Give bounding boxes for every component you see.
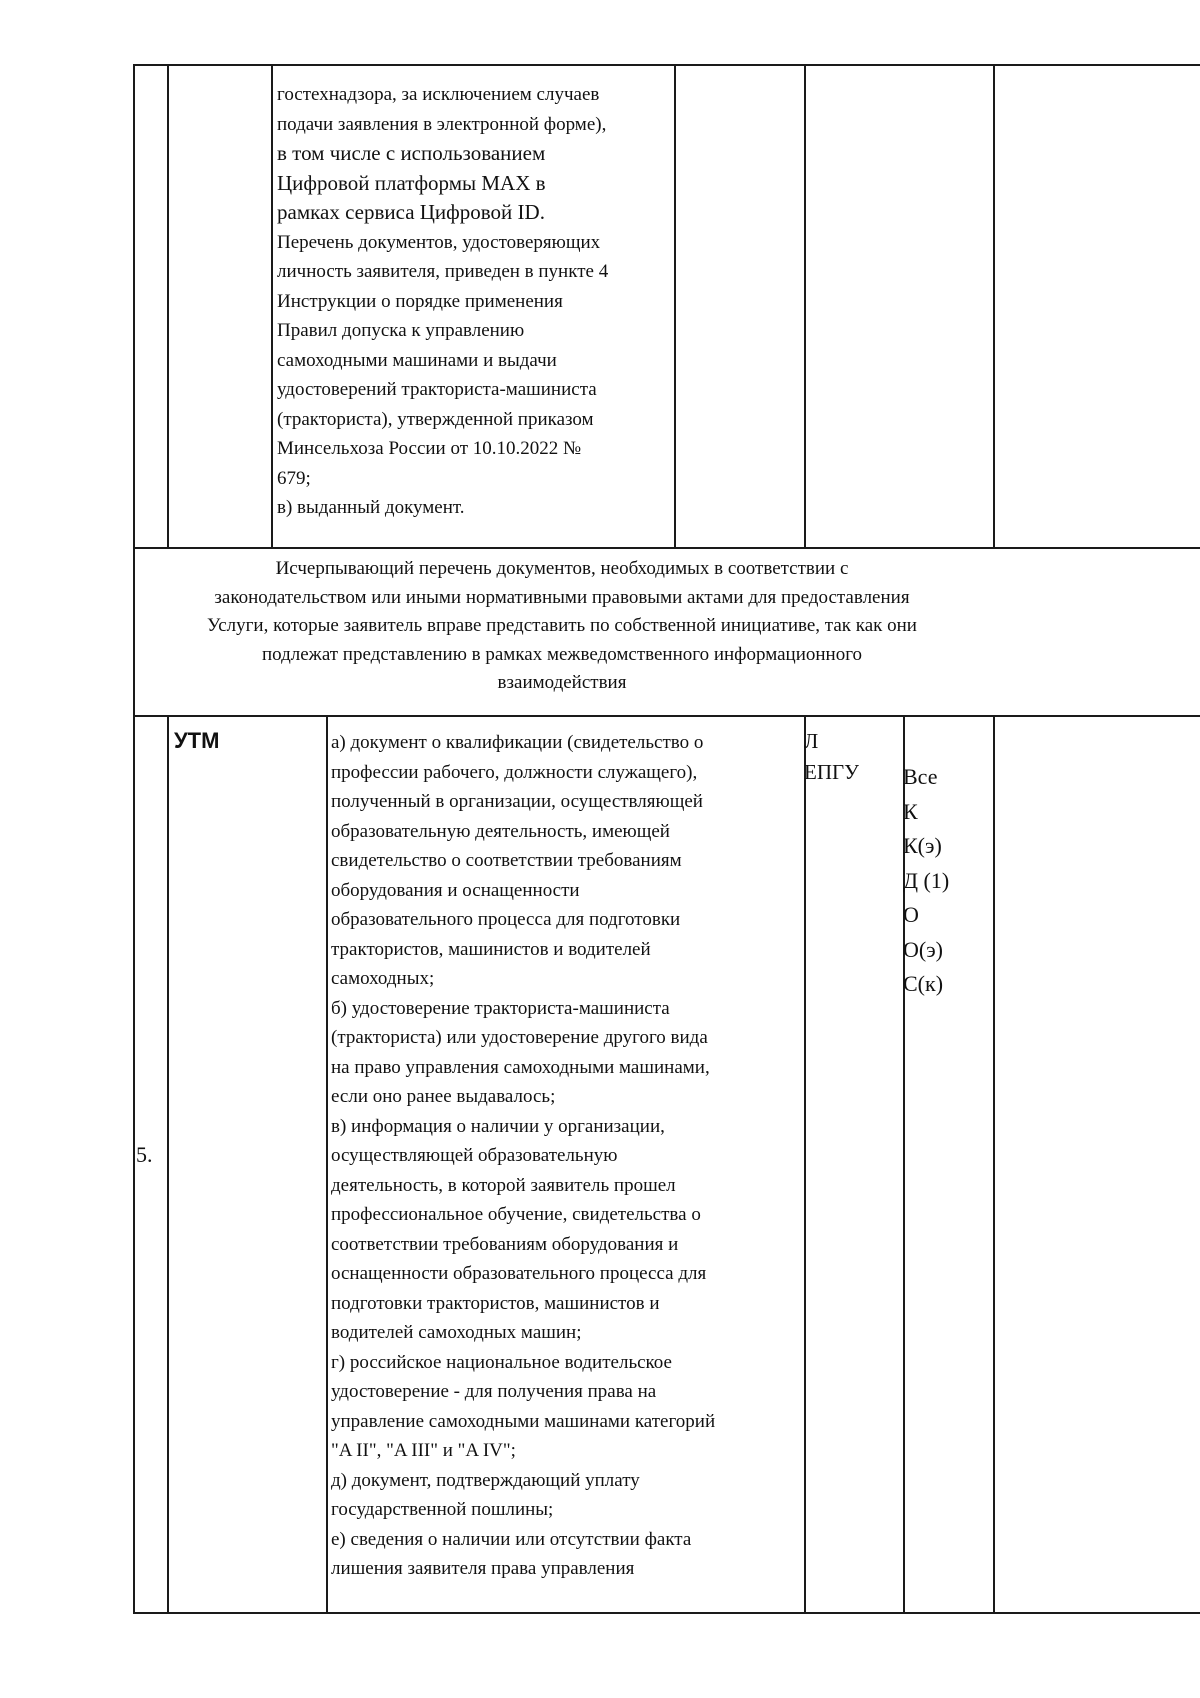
row-code: УТМ [174,728,220,753]
column-divider-1 [167,64,169,548]
table-border-left [133,64,135,1614]
row5-column-divider-3 [804,715,806,1614]
category-item: Д (1) [903,867,950,893]
text-line: деятельность, в которой заявитель прошел [331,1174,676,1196]
text-line: полученный в организации, осуществляющей [331,791,703,812]
text-line: подачи заявления в электронной форме), [277,113,607,135]
text-line: самоходными машинами и выдачи [277,349,557,371]
row-number: 5. [136,1142,153,1167]
text-line: образовательного процесса для подготовки [331,909,681,930]
text-line: г) российское национальное водительское [331,1351,672,1373]
row5-column-divider-2 [326,715,328,1614]
category-item: О [903,902,919,927]
text-line: личность заявителя, приведен в пункте 4 [277,261,609,282]
text-line: "A II", "A III" и "A IV"; [331,1440,516,1461]
text-line: е) сведения о наличии или отсутствии факта [331,1528,692,1550]
text-line: Инструкции о порядке применения [277,290,563,312]
text-line: (тракториста) или удостоверение другого вида [331,1027,708,1048]
heading-line: законодательством или иными нормативными правовыми актами для предоставления [214,586,910,608]
text-line: оборудования и оснащенности [331,879,580,901]
heading-line: подлежат представлению в рамках межведомственного информационного [261,643,863,665]
text-line: трактористов, машинистов и водителей [331,938,651,960]
text-line: в том числе с использованием [277,141,546,165]
category-item: С(к) [903,971,944,996]
column-divider-3 [674,64,676,548]
text-line: если оно ранее выдавалось; [331,1086,556,1107]
text-line: а) документ о квалификации (свидетельство о [331,732,704,753]
text-line: на право управления самоходными машинами, [331,1056,710,1078]
text-line: водителей самоходных машин; [331,1322,582,1343]
text-line: подготовки трактористов, машинистов и [331,1292,660,1314]
heading-line: Исчерпывающий перечень документов, необходимых в соответствии с [275,558,849,579]
text-line: Перечень документов, удостоверяющих [277,231,601,253]
text-line: в) информация о наличии у организации, [331,1115,665,1137]
row5-channels [804,726,859,788]
column-divider-4 [804,64,806,548]
text-line: б) удостоверение тракториста-машиниста [331,997,670,1019]
row-divider-top-block [133,547,1200,549]
category-item: К(э) [903,833,942,858]
text-line: Цифровой платформы MAX в [277,170,546,195]
text-line: рамках сервиса Цифровой ID. [277,200,545,224]
column-divider-2 [271,64,273,548]
channel-item: ЕПГУ [804,760,860,784]
category-item: О(э) [903,936,943,962]
text-line: 679; [277,467,311,489]
text-line: оснащенности образовательного процесса для [331,1263,707,1284]
text-line: д) документ, подтверждающий уплату [331,1469,640,1491]
text-line: управление самоходными машинами категорий [331,1410,716,1432]
heading-line: Услуги, которые заявитель вправе представить по собственной инициативе, так как они [207,615,917,636]
text-line: Минсельхоза России от 10.10.2022 № [277,438,582,459]
row5-column-divider-1 [167,715,169,1614]
row5-description [331,728,715,1584]
continued-row-description [277,80,608,523]
text-line: удостоверение - для получения права на [331,1381,657,1402]
text-line: свидетельство о соответствии требованиям [331,850,682,871]
text-line: самоходных; [331,968,435,989]
text-line: образовательную деятельность, имеющей [331,820,670,842]
text-line: соответствии требованиям оборудования и [331,1233,679,1255]
text-line: профессии рабочего, должности служащего), [331,761,698,783]
row5-column-divider-5 [993,715,995,1614]
section-heading [133,555,991,698]
text-line: осуществляющей образовательную [331,1145,618,1166]
table-border-bottom [133,1612,1200,1614]
column-divider-5 [993,64,995,548]
table-border-top [133,64,1200,66]
text-line: Правил допуска к управлению [277,320,525,341]
heading-line: взаимодействия [497,672,627,693]
category-item: К [903,798,918,824]
text-line: государственной пошлины; [331,1499,554,1520]
row-divider-heading [133,715,1200,717]
channel-item: Л [804,729,819,753]
text-line: лишения заявителя права управления [331,1558,635,1579]
text-line: гостехнадзора, за исключением случаев [277,84,600,105]
text-line: профессиональное обучение, свидетельства о [331,1204,701,1225]
text-line: удостоверений тракториста-машиниста [277,379,597,400]
row5-categories [903,760,949,1002]
text-line: в) выданный документ. [277,497,465,518]
category-item: Все [903,764,938,789]
text-line: (тракториста), утвержденной приказом [277,408,594,430]
